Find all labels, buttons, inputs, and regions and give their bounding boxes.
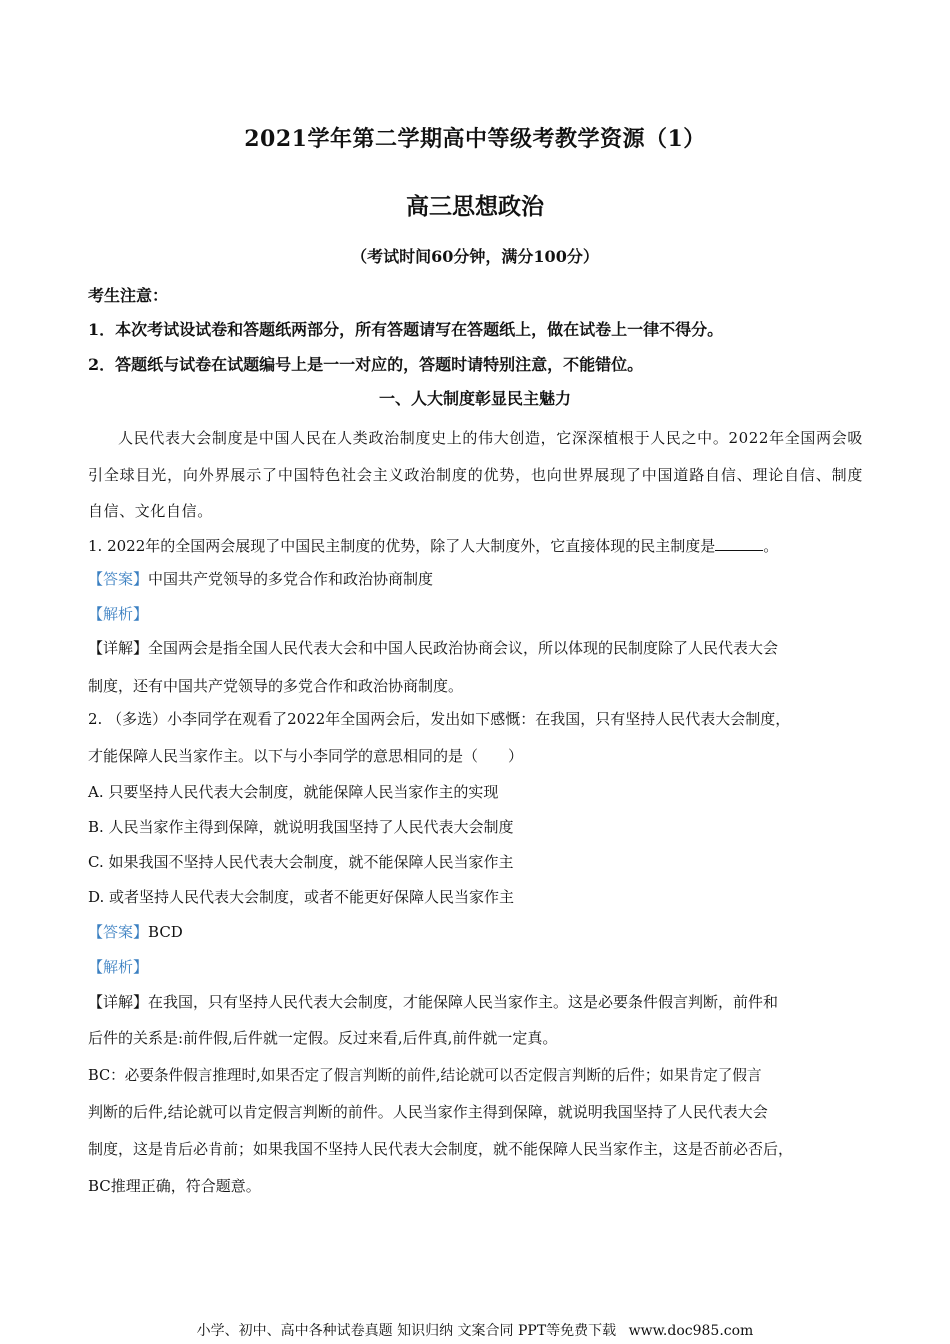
- section-title: 一、人大制度彰显民主魅力: [378, 389, 571, 408]
- analysis-tag: 【解析】: [88, 958, 149, 976]
- notice-item: 2．答题纸与试卷在试题编号上是一一对应的，答题时请特别注意，不能错位。: [88, 355, 644, 374]
- option-b: B. 人民当家作主得到保障，就说明我国坚持了人民代表大会制度: [88, 818, 514, 836]
- detail-tag: 【详解】: [88, 993, 149, 1011]
- question-1-detail: [88, 637, 778, 658]
- question-1-answer: [88, 568, 433, 589]
- answer-text: 中国共产党领导的多党合作和政治协商制度: [148, 570, 434, 588]
- detail-line: BC：必要条件假言推理时,如果否定了假言判断的前件,结论就可以否定假言判断的后件；如果肯定了假言: [88, 1067, 762, 1084]
- answer-blank: [715, 536, 763, 551]
- analysis-tag: 【解析】: [88, 605, 149, 623]
- notice-item: 1．本次考试设试卷和答题纸两部分，所有答题请写在答题纸上，做在试卷上一律不得分。: [88, 320, 724, 339]
- detail-text: 在我国，只有坚持人民代表大会制度，才能保障人民当家作主。这是必要条件假言判断，前件和: [148, 993, 779, 1011]
- option-d: D. 或者坚持人民代表大会制度，或者不能更好保障人民当家作主: [88, 888, 515, 906]
- answer-text: BCD: [148, 923, 183, 941]
- option-c: C. 如果我国不坚持人民代表大会制度，就不能保障人民当家作主: [88, 853, 514, 871]
- footer-url[interactable]: www.doc985.com: [628, 1323, 754, 1339]
- option-a: A. 只要坚持人民代表大会制度，就能保障人民当家作主的实现: [88, 783, 499, 801]
- subject-title: 高三思想政治: [406, 193, 544, 220]
- question-2-detail: [88, 991, 778, 1012]
- detail-text: 全国两会是指全国人民代表大会和中国人民政治协商会议，所以体现的民制度除了人民代表大会: [148, 639, 779, 657]
- question-1-detail-line: 制度，还有中国共产党领导的多党合作和政治协商制度。: [88, 677, 464, 695]
- section-intro: 人民代表大会制度是中国人民在人类政治制度史上的伟大创造，它深深植根于人民之中。2022年全国两会吸引全球目光，向外界展示了中国特色社会主义政治制度的优势，也向世界展现了中国道路自信、理论自信、制度自信、文化自信。: [88, 429, 863, 520]
- detail-line: BC推理正确，符合题意。: [88, 1177, 261, 1195]
- answer-tag: 【答案】: [88, 923, 149, 941]
- question-2-stem: 2. （多选）小李同学在观看了2022年全国两会后，发出如下感慨：在我国，只有坚持人民代表大会制度，: [88, 710, 791, 728]
- detail-line: 制度，这是肯后必肯前；如果我国不坚持人民代表大会制度，就不能保障人民当家作主，这是否前必否后，: [88, 1140, 794, 1158]
- footer-text: 小学、初中、高中各种试卷真题 知识归纳 文案合同 PPT等免费下载: [196, 1323, 617, 1339]
- question-1-stem-text: 1. 2022年的全国两会展现了中国民主制度的优势，除了人大制度外，它直接体现的民主制度是: [88, 537, 716, 555]
- page-footer: [0, 1320, 950, 1340]
- notice-heading: 考生注意：: [88, 286, 169, 305]
- detail-line: 后件的关系是:前件假,后件就一定假。反过来看,后件真,前件就一定真。: [88, 1029, 558, 1047]
- detail-line: 判断的后件,结论就可以肯定假言判断的前件。人民当家作主得到保障，就说明我国坚持了人民代表大会: [88, 1103, 768, 1121]
- question-1-stem-end: 。: [763, 537, 779, 555]
- document-title: 2021学年第二学期高中等级考教学资源（1）: [244, 126, 706, 152]
- question-2-stem-line: 才能保障人民当家作主。以下与小李同学的意思相同的是（ ）: [88, 747, 524, 765]
- question-1-stem: [88, 535, 778, 556]
- exam-time: （考试时间60分钟，满分100分）: [351, 247, 599, 266]
- answer-tag: 【答案】: [88, 570, 149, 588]
- detail-tag: 【详解】: [88, 639, 149, 657]
- question-2-answer: [88, 921, 183, 942]
